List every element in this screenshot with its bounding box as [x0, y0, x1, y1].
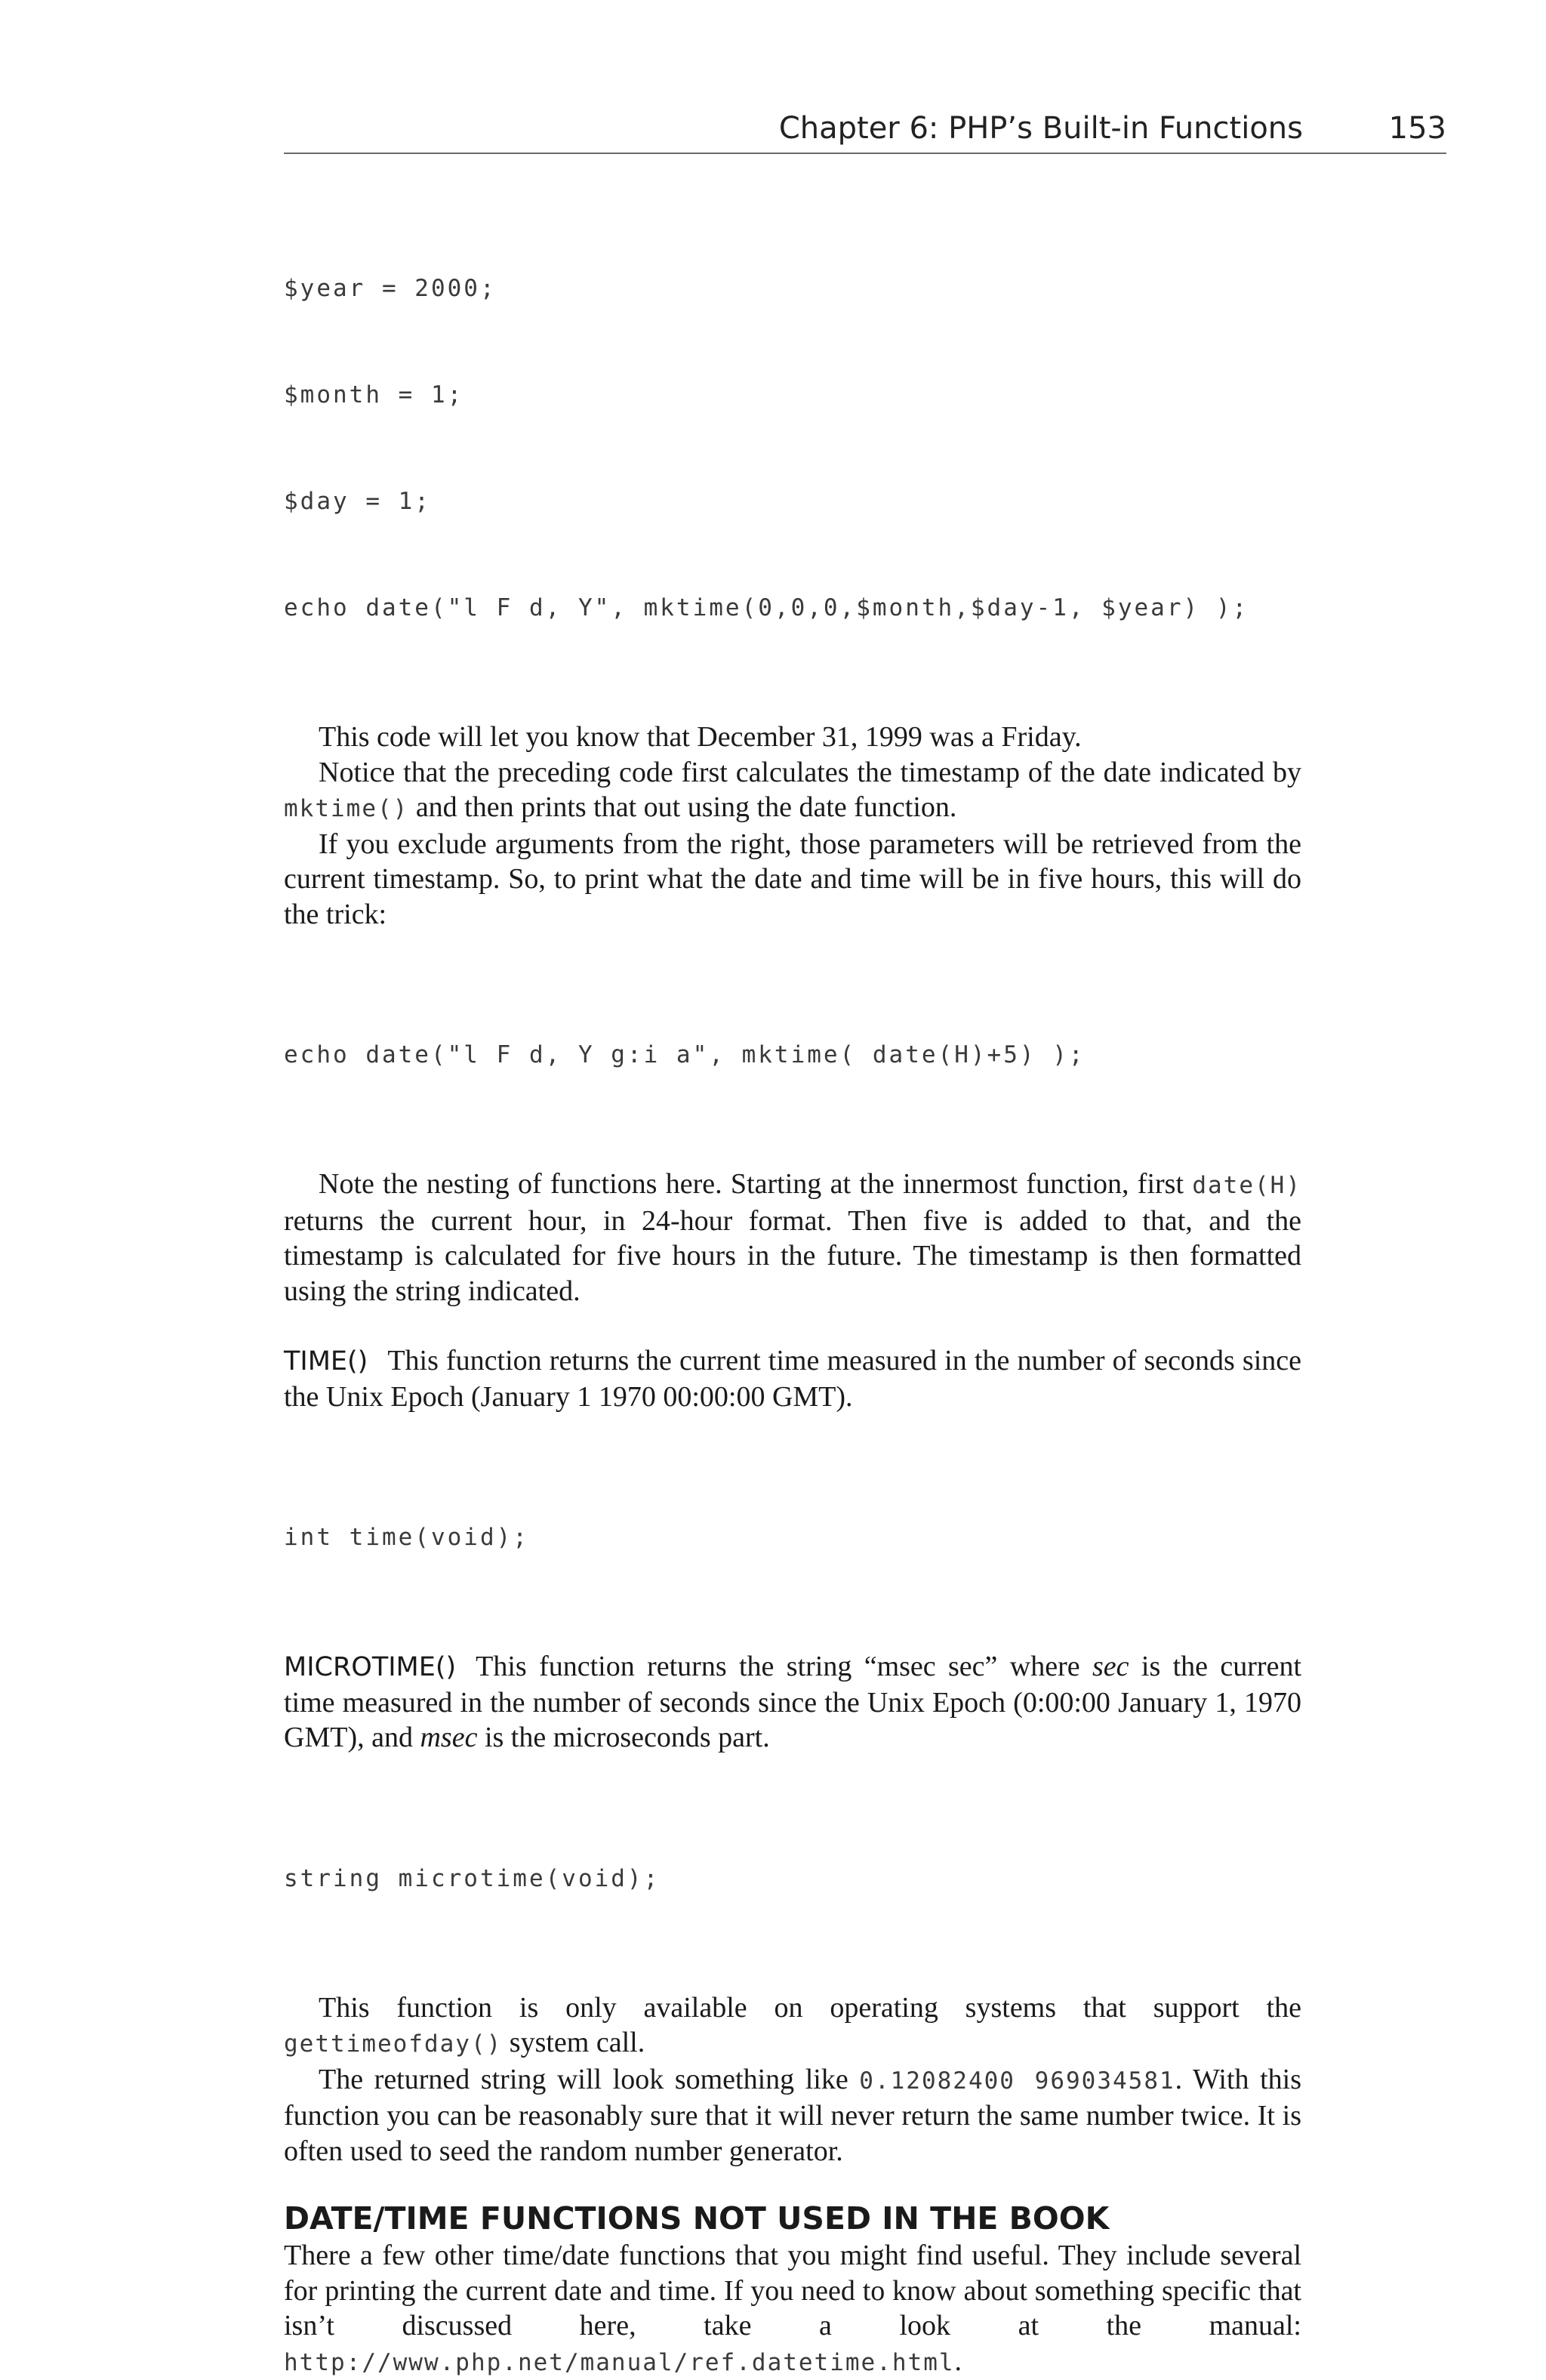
code-block-date-example: [284, 200, 1301, 697]
inline-code: gettimeofday(): [284, 2030, 503, 2058]
paragraph-notice: Notice that the preceding code first calculates the timestamp of the date indicated by mktime() and then prints that out using the date function.: [284, 756, 1301, 823]
paragraph-nesting: Note the nesting of functions here. Starting at the innermost function, first date(H) returns the current hour, in 24-hour format. Then five is added to that, and the timestamp is calculated for five hours in the future. The timestamp is then formatted using the string indicated.: [284, 1168, 1301, 1307]
paragraph-other-functions: There a few other time/date functions that you might find useful. They include several for printing the current date and time. If you need to know about something specific that isn’t discussed here, take a look at the manual: http://www.php.net/manual/ref.datetime.html.: [284, 2240, 1301, 2377]
code-line: $year = 2000;: [284, 275, 497, 302]
code-line: echo date("l F d, Y", mktime(0,0,0,$month,$day-1, $year) );: [284, 594, 1249, 621]
inline-code: date(H): [1192, 1172, 1301, 1199]
microtime-function-description: MICROTIME() This function returns the string “msec sec” where sec is the current time measured in the number of seconds since the Unix Epoch (0:00:00 January 1, 1970 GMT), and msec is the microseconds part.: [284, 1651, 1301, 1753]
page-body: [284, 200, 1301, 2380]
time-function-description: TIME() This function returns the current time measured in the number of seconds since the Unix Epoch (January 1 1970 00:00:00 GMT).: [284, 1345, 1301, 1413]
paragraph-gettimeofday: This function is only available on operating systems that support the gettimeofday() system call.: [284, 1991, 1301, 2058]
code-block-microtime: [284, 1790, 1301, 1968]
inline-code: mktime(): [284, 795, 409, 822]
code-line: int time(void);: [284, 1524, 529, 1551]
section-heading: DATE/TIME FUNCTIONS NOT USED IN THE BOOK: [284, 2200, 1110, 2237]
code-block-five-hours: [284, 966, 1301, 1144]
paragraph-exclude-arguments: If you exclude arguments from the right, those parameters will be retrieved from the current timestamp. So, to print what the date and time will be in five hours, this will do the trick:: [284, 828, 1301, 930]
page-number: 153: [1388, 111, 1446, 146]
chapter-title: Chapter 6: PHP’s Built-in Functions: [778, 111, 1303, 146]
paragraph-friday: This code will let you know that December 31, 1999 was a Friday.: [319, 721, 1082, 753]
code-line: $day = 1;: [284, 488, 431, 515]
inline-code: 0.12082400 969034581: [859, 2067, 1175, 2095]
running-header: [284, 106, 1446, 154]
manual-url: http://www.php.net/manual/ref.datetime.html: [284, 2348, 955, 2376]
code-line: echo date("l F d, Y g:i a", mktime( date(H)+5) );: [284, 1041, 1086, 1068]
function-heading: MICROTIME(): [284, 1652, 457, 1682]
function-heading: TIME(): [284, 1346, 368, 1377]
code-line: string microtime(void);: [284, 1864, 661, 1892]
code-block-time: [284, 1449, 1301, 1626]
code-line: $month = 1;: [284, 381, 464, 408]
paragraph-returned-string: The returned string will look something like 0.12082400 969034581. With this function you can be reasonably sure that it will never return the same number twice. It is often used to seed the random number generator.: [284, 2063, 1301, 2167]
